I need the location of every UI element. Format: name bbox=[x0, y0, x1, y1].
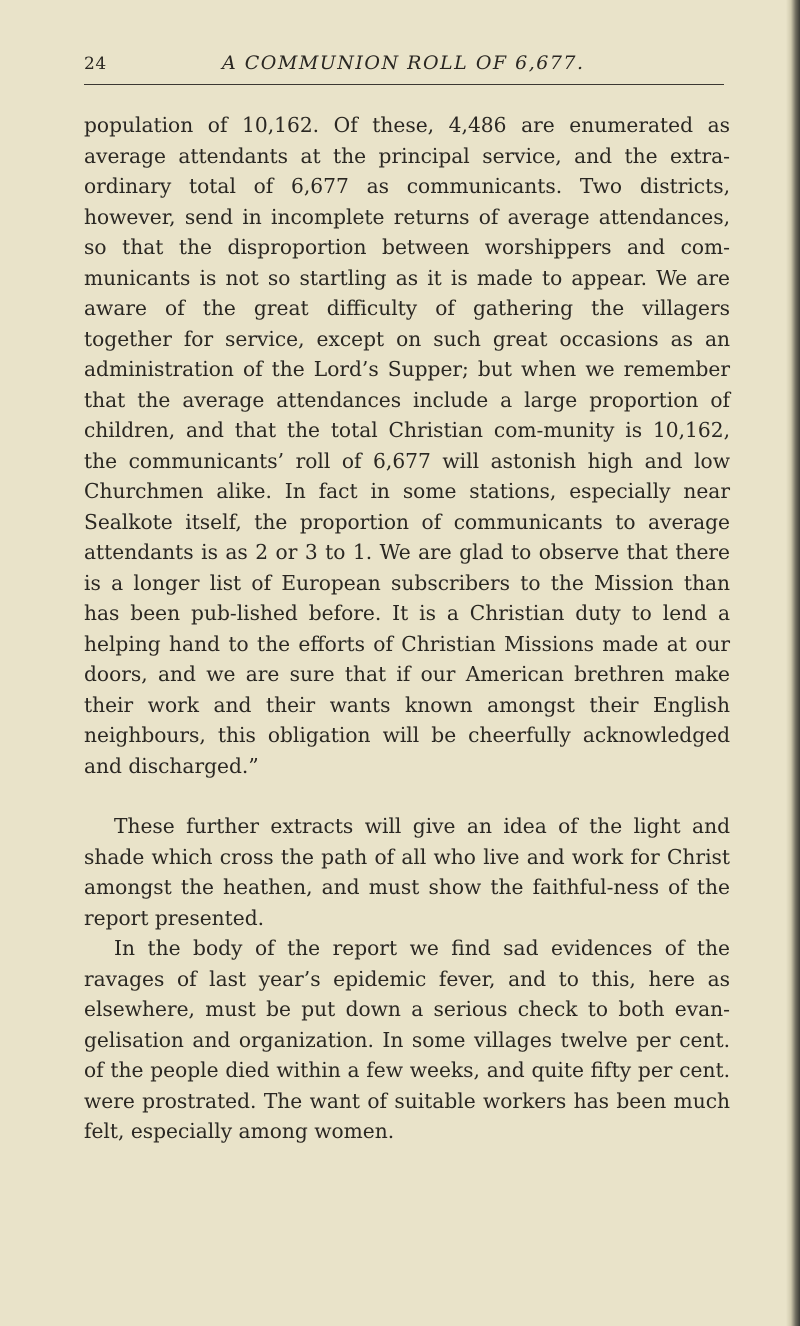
body-text bbox=[84, 110, 730, 1147]
header-rule bbox=[84, 84, 724, 85]
paragraph-1: population of 10,162. Of these, 4,486 are enumerated as average attendants at the principal service, and the extra-ordinary total of 6,677 as communicants. Two districts, however, send in incomplete returns of average attendances, so that the disproportion between worshippers and com-municants is not so startling as it is made to appear. We are aware of the great difficulty of gathering the villagers together for service, except on such great occasions as an administration of the Lord’s Supper; but when we remember that the average attendances include a large proportion of children, and that the total Christian com-munity is 10,162, the communicants’ roll of 6,677 will astonish high and low Churchmen alike. In fact in some stations, especially near Sealkote itself, the proportion of communicants to average attendants is as 2 or 3 to 1. We are glad to observe that there is a longer list of European subscribers to the Mission than has been pub-lished before. It is a Christian duty to lend a helping hand to the efforts of Christian Missions made at our doors, and we are sure that if our American brethren make their work and their wants known amongst their English neighbours, this obligation will be cheerfully acknowledged and discharged.” bbox=[84, 113, 730, 778]
page-number: 24 bbox=[84, 54, 107, 74]
page-header bbox=[84, 48, 724, 80]
paragraph-3: In the body of the report we find sad evidences of the ravages of last year’s epidemic fever, and to this, here as elsewhere, must be put down a serious check to both evan-gelisation and organization. In some villages twelve per cent. of the people died within a few weeks, and quite fifty per cent. were prostrated. The want of suitable workers has been much felt, especially among women. bbox=[84, 936, 730, 1143]
book-spine-edge bbox=[786, 0, 800, 1326]
paragraph-2: These further extracts will give an idea of the light and shade which cross the path of all who live and work for Christ amongst the heathen, and must show the faithful-ness of the report presented. bbox=[84, 814, 730, 930]
running-title: A COMMUNION ROLL OF 6,677. bbox=[222, 52, 585, 74]
